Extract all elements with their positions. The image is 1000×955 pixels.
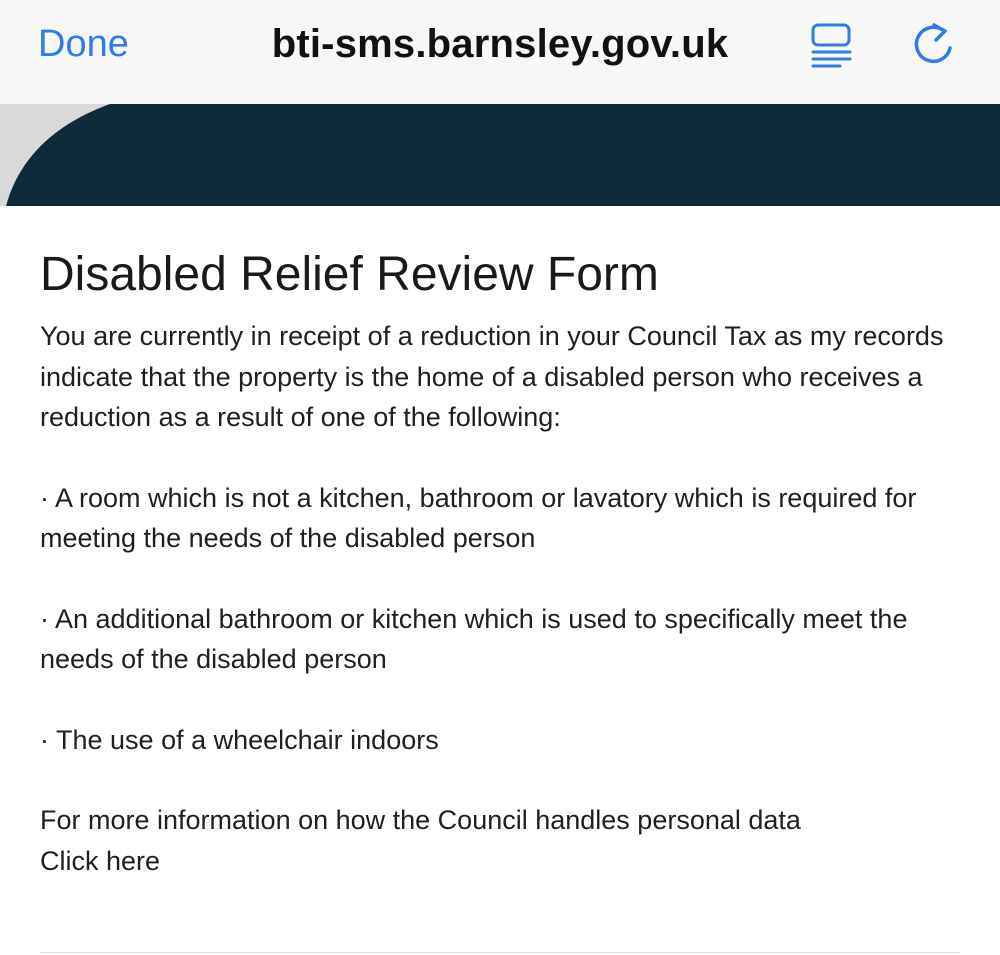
site-header-banner	[0, 104, 1000, 254]
list-item: · An additional bathroom or kitchen which is used to specifically meet the needs of the disabled person	[40, 603, 908, 674]
browser-toolbar	[0, 0, 1000, 104]
main-content	[40, 246, 960, 881]
list-item: · A room which is not a kitchen, bathroom or lavatory which is required for meeting the needs of the disabled person	[40, 482, 917, 553]
page-title: Disabled Relief Review Form	[40, 248, 659, 301]
reload-icon[interactable]	[906, 18, 960, 72]
privacy-text: For more information on how the Council handles personal data	[40, 805, 801, 835]
done-button[interactable]: Done	[38, 23, 129, 65]
privacy-notice	[40, 800, 960, 881]
privacy-link[interactable]: Click here	[40, 845, 161, 876]
divider	[40, 952, 960, 953]
url-label[interactable]: bti-sms.barnsley.gov.uk	[271, 22, 729, 66]
intro-paragraph: You are currently in receipt of a reduction in your Council Tax as my records indicate that the property is the home of a disabled person who receives a reduction as a result of one of the following:	[40, 321, 944, 432]
list-item: · The use of a wheelchair indoors	[40, 724, 439, 755]
reader-view-icon[interactable]	[806, 20, 858, 72]
